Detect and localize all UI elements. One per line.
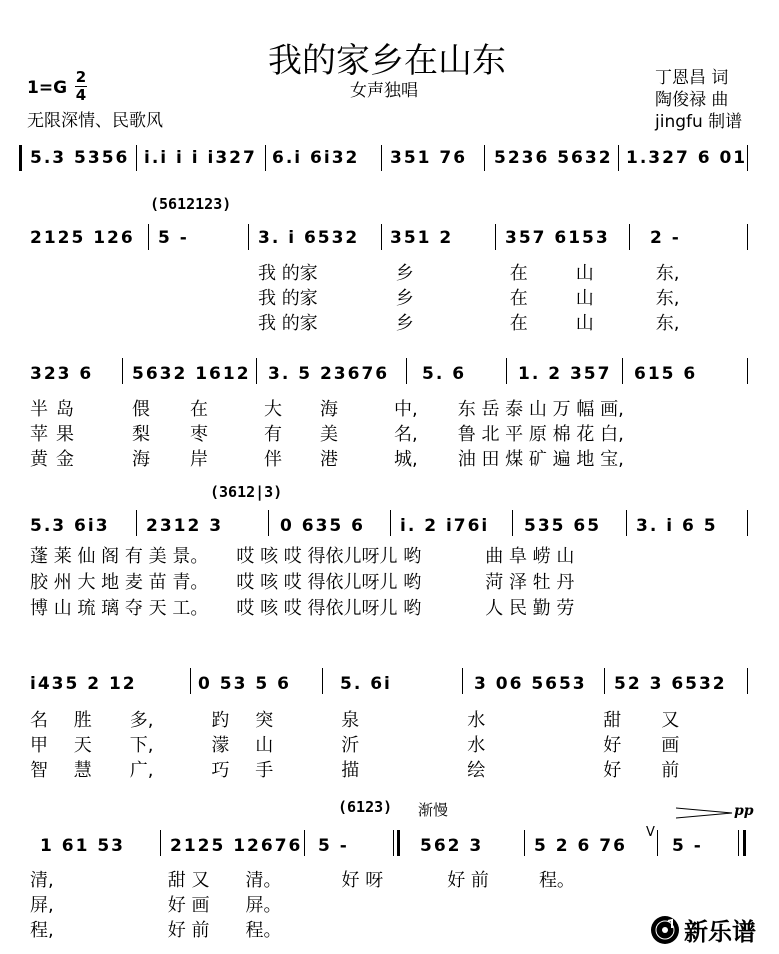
measure: 5.3 6i3 — [30, 516, 110, 536]
measure: 5 - — [158, 228, 189, 248]
composer-credit: 陶俊禄 曲 — [655, 90, 729, 110]
measure: 2312 3 — [146, 516, 224, 536]
lyric-line: 屏, 好 画 屏。 — [30, 895, 282, 916]
song-title: 我的家乡在山东 — [268, 41, 506, 81]
engraver-credit: jingfu 制谱 — [655, 112, 743, 132]
measure: 3. i 6532 — [258, 228, 360, 248]
measure: 615 6 — [634, 364, 698, 384]
lyric-line: 蓬 莱 仙 阁 有 美 景。 哎 咳 哎 得依儿呀儿 哟 曲 阜 崂 山 — [30, 546, 575, 567]
lyric-line: 苹果 梨 枣 有 美 名, 鲁 北 平 原 棉 花 白, — [30, 424, 624, 445]
dynamics-mark: pp — [734, 803, 754, 819]
measure: i435 2 12 — [30, 674, 137, 694]
lyric-line: 清, 甜 又 清。 好 呀 好 前 程。 — [30, 870, 575, 891]
lyric-line: 名 胜 多, 趵 突 泉 水 甜 又 — [30, 710, 680, 731]
measure: 2 - — [650, 228, 681, 248]
tempo-mark: 渐慢 — [418, 801, 449, 819]
measure: 535 65 — [524, 516, 602, 536]
measure: 3 06 5653 — [474, 674, 587, 694]
music-disc-icon — [650, 915, 680, 945]
measure: 2125 12676 — [170, 836, 303, 856]
measure: 5236 5632 — [494, 148, 613, 168]
measure: 5. 6i — [340, 674, 392, 694]
measure: 5.3 5356 — [30, 148, 130, 168]
measure: 323 6 — [30, 364, 94, 384]
measure: i. 2 i76i — [400, 516, 490, 536]
key-label: 1=G — [27, 78, 68, 98]
time-signature — [75, 70, 87, 103]
measure: 6.i 6i32 — [272, 148, 360, 168]
decrescendo-hairpin — [676, 806, 734, 820]
lyric-line: 我 的家 乡 在 山 东, — [258, 288, 680, 309]
lyric-line: 我 的家 乡 在 山 东, — [258, 263, 680, 284]
measure: 1 61 53 — [40, 836, 125, 856]
measure: 3. 5 23676 — [268, 364, 390, 384]
measure: 351 76 — [390, 148, 468, 168]
lyric-line: 胶 州 大 地 麦 苗 青。 哎 咳 哎 得依儿呀儿 哟 菏 泽 牡 丹 — [30, 572, 575, 593]
key-signature — [27, 80, 67, 97]
time-top: 2 — [75, 68, 87, 86]
measure: i.i i i i327 — [144, 148, 257, 168]
lyric-line: 黄金 海 岸 伴 港 城, 油 田 煤 矿 遍 地 宝, — [30, 449, 624, 470]
measure: 0 635 6 — [280, 516, 365, 536]
expression-mark: 无限深情、民歌风 — [27, 111, 163, 131]
bracket-mark: (6123) — [338, 798, 393, 816]
measure: 3. i 6 5 — [636, 516, 718, 536]
time-bottom: 4 — [75, 86, 87, 104]
lyric-line: 半岛 偎 在 大 海 中, 东 岳 泰 山 万 幅 画, — [30, 399, 624, 420]
intro-bracket: (5612123) — [150, 195, 232, 213]
site-logo — [650, 912, 756, 947]
measure: 5 - — [318, 836, 349, 856]
lyric-line: 甲 天 下, 濛 山 沂 水 好 画 — [30, 735, 680, 756]
lyric-line: 博 山 琉 璃 夺 天 工。 哎 咳 哎 得依儿呀儿 哟 人 民 勤 劳 — [30, 598, 575, 619]
measure: 52 3 6532 — [614, 674, 727, 694]
bracket-mark: (3612|3) — [210, 483, 283, 501]
measure: 5 2 6 76 — [534, 836, 627, 856]
measure: 0 53 5 6 — [198, 674, 291, 694]
measure: 5 - — [672, 836, 703, 856]
measure: 1. 2 357 — [518, 364, 612, 384]
lyric-line: 我 的家 乡 在 山 东, — [258, 313, 680, 334]
measure: 351 2 — [390, 228, 454, 248]
measure: 5. 6 — [422, 364, 467, 384]
measure: 1.327 6 01 — [626, 148, 748, 168]
measure: 5632 1612 — [132, 364, 251, 384]
song-subtitle: 女声独唱 — [350, 81, 418, 101]
lyric-line: 智 慧 广, 巧 手 描 绘 好 前 — [30, 760, 680, 781]
logo-text: 新乐谱 — [684, 918, 756, 946]
lyricist-credit: 丁恩昌 词 — [655, 68, 729, 88]
measure: 2125 126 — [30, 228, 135, 248]
measure: 562 3 — [420, 836, 484, 856]
measure: 357 6153 — [505, 228, 610, 248]
breath-mark: V — [646, 825, 655, 840]
lyric-line: 程, 好 前 程。 — [30, 920, 282, 941]
